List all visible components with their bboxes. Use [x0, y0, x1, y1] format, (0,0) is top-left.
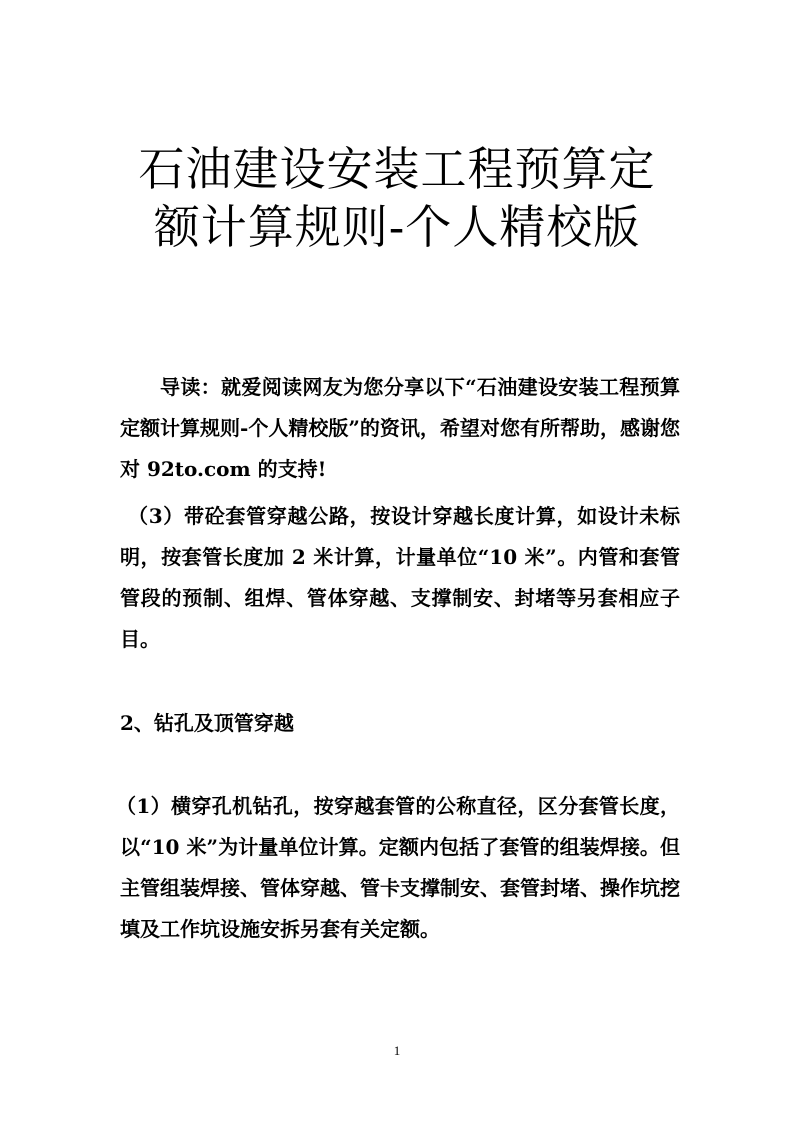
page-number: 1 — [393, 1043, 401, 1058]
document-title — [100, 140, 694, 256]
paragraph-item-1: （1）横穿孔机钻孔，按穿越套管的公称直径，区分套管长度，以“10 米”为计量单位计算。定额内包括了套管的组装焊接。但主管组装焊接、管体穿越、管卡支撑制安、套管封堵、操作坑挖填及工作坑设施安拆另套有关定额。 — [116, 794, 680, 941]
section-heading: 2、钻孔及顶管穿越 — [120, 711, 294, 735]
title-line-1: 石油建设安装工程预算定 — [138, 142, 656, 196]
title-line-2: 额计算规则-个人精校版 — [153, 200, 641, 254]
paragraph-item-3: （3）带砼套管穿越公路，按设计穿越长度计算，如设计未标明，按套管长度加 2 米计算，计量单位“10 米”。内管和套管管段的预制、组焊、管体穿越、支撑制安、封堵等另套相应子目。 — [120, 504, 680, 651]
intro-paragraph: 导读：就爱阅读网友为您分享以下“石油建设安装工程预算定额计算规则-个人精校版”的资讯，希望对您有所帮助，感谢您对 92to.com 的支持! — [120, 375, 680, 481]
